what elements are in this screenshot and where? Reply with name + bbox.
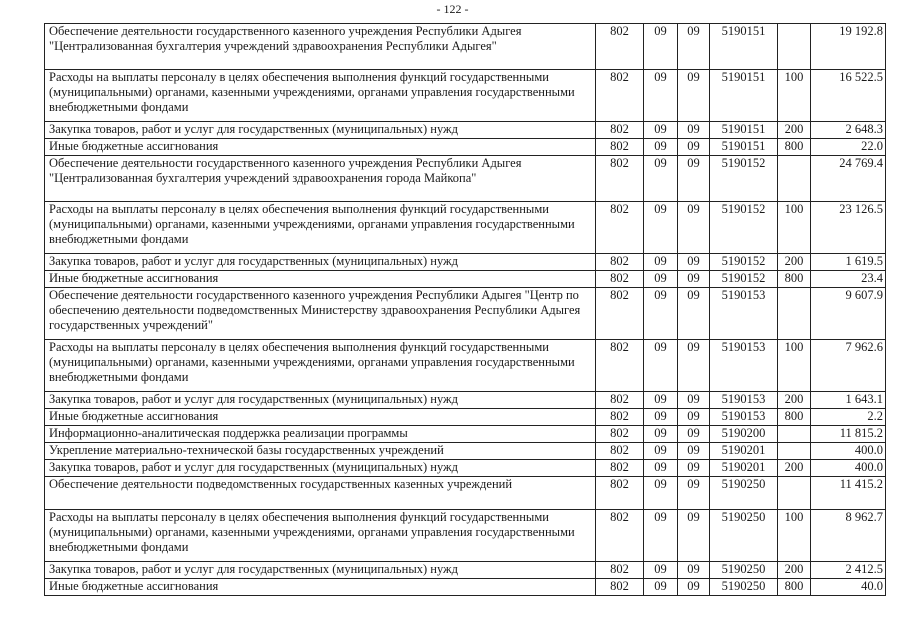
row-expense-type: 200 — [778, 122, 811, 139]
row-section: 09 — [644, 139, 678, 156]
row-name: Обеспечение деятельности подведомственных государственных казенных учреждений — [45, 477, 596, 510]
row-name: Обеспечение деятельности государственного казенного учреждения Республики Адыгея "Центр по обеспечению деятельности подведомственных Министерству здравоохранения Республики Адыгея государственных учреждений" — [45, 288, 596, 340]
row-target-article: 5190152 — [710, 202, 778, 254]
row-subsection: 09 — [678, 70, 710, 122]
row-expense-type: 100 — [778, 202, 811, 254]
row-section: 09 — [644, 202, 678, 254]
table-row — [45, 122, 886, 139]
row-ved: 802 — [596, 510, 644, 562]
row-ved: 802 — [596, 288, 644, 340]
row-ved: 802 — [596, 254, 644, 271]
table-row — [45, 340, 886, 392]
row-expense-type: 800 — [778, 139, 811, 156]
row-section: 09 — [644, 392, 678, 409]
row-subsection: 09 — [678, 510, 710, 562]
row-target-article: 5190153 — [710, 392, 778, 409]
row-name: Расходы на выплаты персоналу в целях обеспечения выполнения функций государственными (муниципальными) органами, казенными учреждениями, органами управления государственными внебюджетными фондами — [45, 340, 596, 392]
row-target-article: 5190250 — [710, 510, 778, 562]
row-name: Расходы на выплаты персоналу в целях обеспечения выполнения функций государственными (муниципальными) органами, казенными учреждениями, органами управления государственными внебюджетными фондами — [45, 202, 596, 254]
row-expense-type: 200 — [778, 562, 811, 579]
table-row — [45, 254, 886, 271]
row-section: 09 — [644, 409, 678, 426]
row-name: Закупка товаров, работ и услуг для государственных (муниципальных) нужд — [45, 254, 596, 271]
row-ved: 802 — [596, 122, 644, 139]
row-amount: 2.2 — [811, 409, 886, 426]
row-section: 09 — [644, 254, 678, 271]
row-name: Расходы на выплаты персоналу в целях обеспечения выполнения функций государственными (муниципальными) органами, казенными учреждениями, органами управления государственными внебюджетными фондами — [45, 510, 596, 562]
row-amount: 19 192.8 — [811, 24, 886, 70]
row-ved: 802 — [596, 271, 644, 288]
row-subsection: 09 — [678, 392, 710, 409]
row-section: 09 — [644, 156, 678, 202]
row-expense-type — [778, 477, 811, 510]
row-name: Закупка товаров, работ и услуг для государственных (муниципальных) нужд — [45, 460, 596, 477]
row-subsection: 09 — [678, 426, 710, 443]
row-section: 09 — [644, 477, 678, 510]
row-amount: 400.0 — [811, 460, 886, 477]
row-subsection: 09 — [678, 254, 710, 271]
table-row — [45, 409, 886, 426]
row-section: 09 — [644, 460, 678, 477]
row-section: 09 — [644, 579, 678, 596]
row-subsection: 09 — [678, 579, 710, 596]
row-subsection: 09 — [678, 139, 710, 156]
row-subsection: 09 — [678, 271, 710, 288]
row-name: Обеспечение деятельности государственного казенного учреждения Республики Адыгея "Централизованная бухгалтерия учреждений здравоохранения города Майкопа" — [45, 156, 596, 202]
row-expense-type: 800 — [778, 271, 811, 288]
row-section: 09 — [644, 70, 678, 122]
row-expense-type — [778, 426, 811, 443]
row-amount: 8 962.7 — [811, 510, 886, 562]
row-ved: 802 — [596, 579, 644, 596]
row-expense-type: 100 — [778, 340, 811, 392]
row-amount: 23.4 — [811, 271, 886, 288]
row-name: Информационно-аналитическая поддержка реализации программы — [45, 426, 596, 443]
row-amount: 400.0 — [811, 443, 886, 460]
row-subsection: 09 — [678, 409, 710, 426]
row-section: 09 — [644, 443, 678, 460]
row-subsection: 09 — [678, 202, 710, 254]
row-name: Иные бюджетные ассигнования — [45, 579, 596, 596]
row-ved: 802 — [596, 70, 644, 122]
row-amount: 16 522.5 — [811, 70, 886, 122]
row-target-article: 5190151 — [710, 24, 778, 70]
table-row — [45, 139, 886, 156]
row-amount: 2 648.3 — [811, 122, 886, 139]
row-name: Закупка товаров, работ и услуг для государственных (муниципальных) нужд — [45, 562, 596, 579]
table-row — [45, 443, 886, 460]
row-section: 09 — [644, 562, 678, 579]
row-expense-type — [778, 443, 811, 460]
row-subsection: 09 — [678, 460, 710, 477]
row-amount: 40.0 — [811, 579, 886, 596]
row-subsection: 09 — [678, 562, 710, 579]
table-row — [45, 288, 886, 340]
row-target-article: 5190153 — [710, 409, 778, 426]
table-row — [45, 460, 886, 477]
row-ved: 802 — [596, 426, 644, 443]
row-section: 09 — [644, 426, 678, 443]
row-expense-type: 200 — [778, 392, 811, 409]
table-row — [45, 392, 886, 409]
row-section: 09 — [644, 340, 678, 392]
page-number: - 122 - — [436, 2, 469, 16]
row-target-article: 5190152 — [710, 254, 778, 271]
row-section: 09 — [644, 288, 678, 340]
row-expense-type — [778, 156, 811, 202]
row-ved: 802 — [596, 562, 644, 579]
row-ved: 802 — [596, 340, 644, 392]
table-row — [45, 70, 886, 122]
row-name: Укрепление материально-технической базы государственных учреждений — [45, 443, 596, 460]
row-target-article: 5190151 — [710, 70, 778, 122]
row-amount: 24 769.4 — [811, 156, 886, 202]
row-target-article: 5190152 — [710, 271, 778, 288]
row-target-article: 5190153 — [710, 288, 778, 340]
row-subsection: 09 — [678, 24, 710, 70]
table-row — [45, 156, 886, 202]
row-target-article: 5190152 — [710, 156, 778, 202]
row-ved: 802 — [596, 24, 644, 70]
row-ved: 802 — [596, 202, 644, 254]
row-amount: 11 415.2 — [811, 477, 886, 510]
table-row — [45, 24, 886, 70]
row-expense-type — [778, 24, 811, 70]
table-row — [45, 510, 886, 562]
row-ved: 802 — [596, 477, 644, 510]
row-subsection: 09 — [678, 122, 710, 139]
row-ved: 802 — [596, 392, 644, 409]
row-subsection: 09 — [678, 443, 710, 460]
row-target-article: 5190250 — [710, 562, 778, 579]
row-subsection: 09 — [678, 288, 710, 340]
row-amount: 1 619.5 — [811, 254, 886, 271]
row-name: Закупка товаров, работ и услуг для государственных (муниципальных) нужд — [45, 122, 596, 139]
row-target-article: 5190201 — [710, 460, 778, 477]
row-name: Закупка товаров, работ и услуг для государственных (муниципальных) нужд — [45, 392, 596, 409]
row-section: 09 — [644, 271, 678, 288]
table-row — [45, 202, 886, 254]
row-target-article: 5190151 — [710, 139, 778, 156]
row-expense-type: 800 — [778, 409, 811, 426]
row-ved: 802 — [596, 409, 644, 426]
row-target-article: 5190200 — [710, 426, 778, 443]
budget-table-body — [45, 24, 886, 596]
row-amount: 7 962.6 — [811, 340, 886, 392]
row-section: 09 — [644, 122, 678, 139]
table-row — [45, 271, 886, 288]
row-name: Расходы на выплаты персоналу в целях обеспечения выполнения функций государственными (муниципальными) органами, казенными учреждениями, органами управления государственными внебюджетными фондами — [45, 70, 596, 122]
row-amount: 11 815.2 — [811, 426, 886, 443]
row-ved: 802 — [596, 443, 644, 460]
table-row — [45, 477, 886, 510]
row-expense-type: 200 — [778, 460, 811, 477]
row-subsection: 09 — [678, 477, 710, 510]
row-ved: 802 — [596, 460, 644, 477]
table-row — [45, 562, 886, 579]
row-amount: 22.0 — [811, 139, 886, 156]
row-amount: 23 126.5 — [811, 202, 886, 254]
row-name: Обеспечение деятельности государственного казенного учреждения Республики Адыгея "Централизованная бухгалтерия учреждений здравоохранения Республики Адыгея" — [45, 24, 596, 70]
row-amount: 9 607.9 — [811, 288, 886, 340]
row-expense-type: 100 — [778, 70, 811, 122]
row-expense-type: 800 — [778, 579, 811, 596]
row-target-article: 5190250 — [710, 477, 778, 510]
table-row — [45, 426, 886, 443]
table-row — [45, 579, 886, 596]
row-expense-type: 200 — [778, 254, 811, 271]
row-subsection: 09 — [678, 340, 710, 392]
row-amount: 1 643.1 — [811, 392, 886, 409]
row-section: 09 — [644, 510, 678, 562]
row-name: Иные бюджетные ассигнования — [45, 139, 596, 156]
row-target-article: 5190250 — [710, 579, 778, 596]
row-section: 09 — [644, 24, 678, 70]
row-amount: 2 412.5 — [811, 562, 886, 579]
row-ved: 802 — [596, 139, 644, 156]
row-subsection: 09 — [678, 156, 710, 202]
budget-table — [44, 23, 886, 596]
row-ved: 802 — [596, 156, 644, 202]
row-target-article: 5190151 — [710, 122, 778, 139]
row-target-article: 5190201 — [710, 443, 778, 460]
row-name: Иные бюджетные ассигнования — [45, 409, 596, 426]
row-expense-type: 100 — [778, 510, 811, 562]
row-target-article: 5190153 — [710, 340, 778, 392]
row-name: Иные бюджетные ассигнования — [45, 271, 596, 288]
row-expense-type — [778, 288, 811, 340]
